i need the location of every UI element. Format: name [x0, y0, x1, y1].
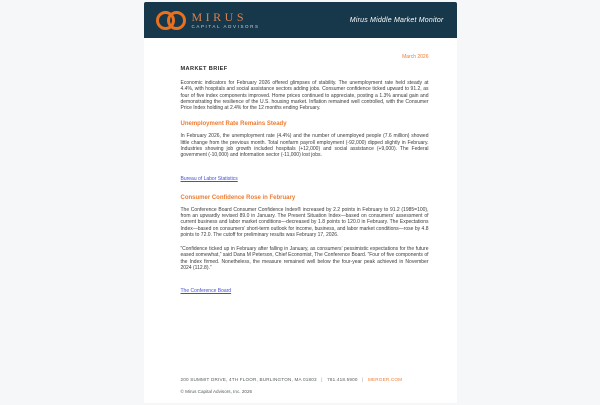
market-brief-title: MARKET BRIEF [180, 66, 228, 72]
bureau-of-labor-statistics-link[interactable]: Bureau of Labor Statistics [180, 175, 238, 182]
mirus-rings-icon [156, 11, 186, 30]
header-banner [144, 2, 457, 38]
brand-text [192, 11, 260, 30]
page-background [0, 2, 600, 405]
footer-phone: 781.418.5900 [327, 377, 358, 383]
intro-paragraph: Economic indicators for February 2026 offered glimpses of stability. The unemployment rate held steady at 4.4%, with hospitals and social assistance sectors adding jobs. Consumer confidence ticked upward to 91.2, as four of five index components improved. Home prices continued to appreciate, posting a 1.3% annual gain and demonstrating the resilience of the U.S. housing market. Inflation remained well controlled, with the Consumer Price Index holding at 2.4% for the 12 months ending February. [180, 80, 429, 112]
ring-icon [167, 11, 186, 30]
footer-separator: | [321, 377, 323, 383]
consumer-confidence-paragraph: The Conference Board Consumer Confidence Index® increased by 2.2 points in February to 91.2 (1985=100), from an upwardly revised 89.0 in January. The Present Situation Index—based on consumers’ assessment of current business and labor market conditions—decreased by 1.8 points to 120.0 in February. The Expectations Index—based on consumers’ short-term outlook for income, business, and labor market conditions—rose by 4.8 points to 72.0. The cutoff for preliminary results was February 17, 2026. [180, 206, 429, 238]
issue-date: March 2026 [402, 54, 429, 60]
section-heading-consumer-confidence: Consumer Confidence Rose in February [180, 194, 296, 201]
newsletter-title: Mirus Middle Market Monitor [349, 16, 444, 24]
email-body [144, 38, 457, 403]
mirus-logo [156, 11, 260, 30]
unemployment-paragraph: In February 2026, the unemployment rate (4.4%) and the number of unemployed people (7.6 million) showed little change from the previous month. Total nonfarm payroll employment (-92,000) dipped slightly in February. Industries showing job growth included hospitals (+12,000) and social assistance (+9,000). The Federal government (-10,000) and information sector (-11,000) lost jobs. [180, 133, 429, 159]
conference-board-link[interactable]: The Conference Board [180, 288, 232, 295]
brand-tagline: CAPITAL ADVISORS [191, 23, 260, 29]
email-container [144, 2, 457, 403]
footer-contact-line [181, 377, 429, 382]
brand-name: MIRUS [191, 9, 248, 24]
copyright-notice: © Mirus Capital Advisors, Inc. 2026 [180, 389, 253, 395]
consumer-confidence-quote: “Confidence ticked up in February after falling in January, as consumers’ pessimistic expectations for the future eased somewhat,” said Dana M Peterson, Chief Economist, The Conference Board. “Four of five components of the Index firmed. Nonetheless, the measure remained well below the four-year peak achieved in November 2024 (112.8).” [180, 246, 429, 272]
footer-address: 200 SUMMIT DRIVE, 4TH FLOOR, BURLINGTON, MA 01803 [180, 377, 317, 383]
footer-separator: | [362, 377, 364, 383]
footer-spacer [181, 297, 429, 377]
footer-website-link[interactable]: MERGER.COM [368, 377, 403, 383]
section-heading-unemployment: Unemployment Rate Remains Steady [180, 121, 287, 128]
